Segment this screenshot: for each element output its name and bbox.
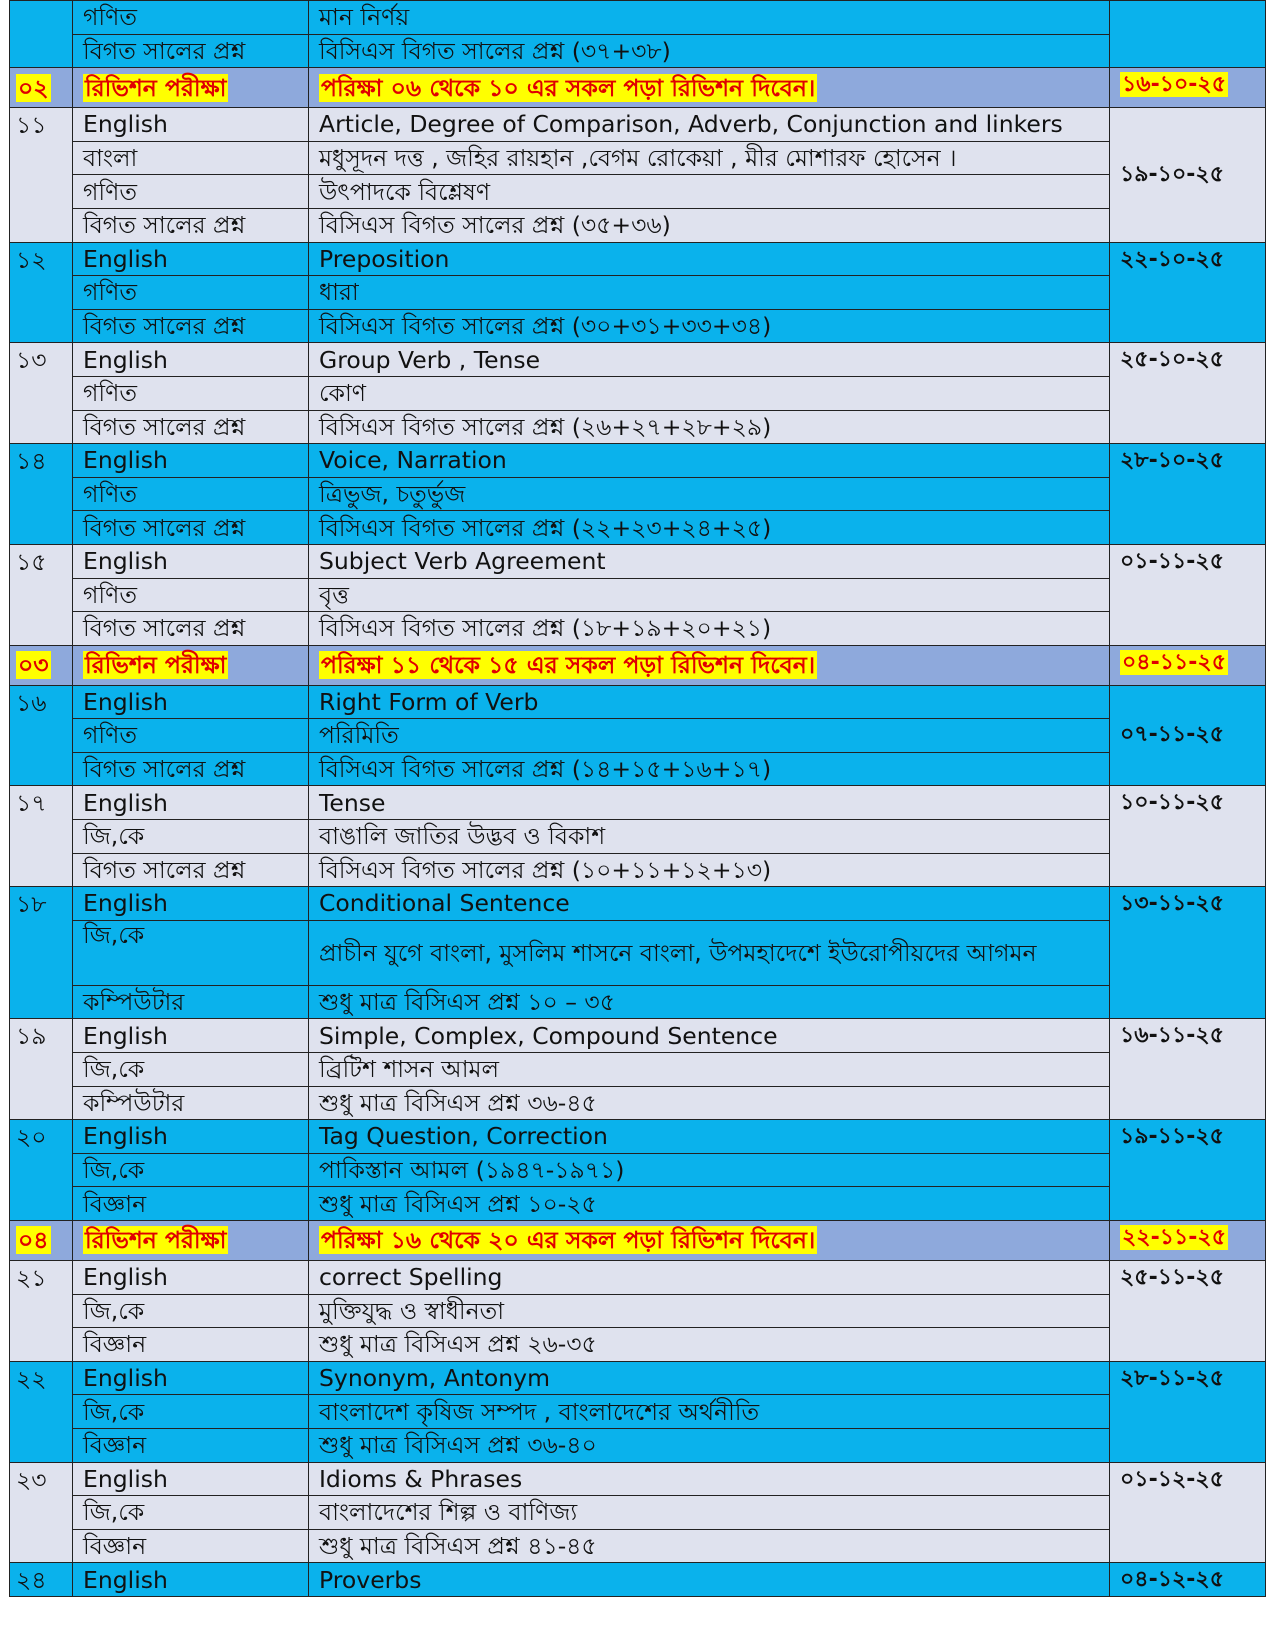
topic-cell: কোণ [309,376,1110,410]
revision-exam-row [10,68,1266,108]
topic-cell: correct Spelling [309,1261,1110,1295]
exam-date-cell: ২৫-১০-২৫ [1110,343,1266,444]
schedule-row [10,1053,1266,1087]
exam-number-cell: ২০ [10,1120,73,1221]
schedule-row [10,1529,1266,1563]
revision-topic-text: পরিক্ষা ১৬ থেকে ২০ এর সকল পড়া রিভিশন দিবেন। [321,1226,816,1255]
subject-cell: English [73,887,309,921]
subject-cell: বিগত সালের প্রশ্ন [73,853,309,887]
schedule-row [10,108,1266,142]
topic-cell: শুধু মাত্র বিসিএস প্রশ্ন ৩৬-৪০ [309,1428,1110,1462]
subject-cell: English [73,444,309,478]
exam-number-cell: ২১ [10,1261,73,1362]
schedule-row [10,612,1266,646]
topic-cell: শুধু মাত্র বিসিএস প্রশ্ন ৩৬-৪৫ [309,1086,1110,1120]
exam-number-cell: ১৪ [10,444,73,545]
exam-number-cell: ১১ [10,108,73,242]
exam-date-cell: ২২-১০-২৫ [1110,242,1266,343]
subject-cell: কম্পিউটার [73,985,309,1019]
exam-date-cell: ১৩-১১-২৫ [1110,887,1266,1019]
schedule-row [10,1563,1266,1597]
schedule-row [10,410,1266,444]
schedule-row [10,343,1266,377]
schedule-row [10,1294,1266,1328]
topic-cell: Synonym, Antonym [309,1361,1110,1395]
revision-date-text: ১৬-১০-২৫ [1122,72,1227,98]
subject-cell: বিজ্ঞান [73,1428,309,1462]
schedule-row [10,444,1266,478]
topic-cell: বিসিএস বিগত সালের প্রশ্ন (৩৫+৩৬) [309,208,1110,242]
subject-cell: কম্পিউটার [73,1086,309,1120]
exam-schedule-table [9,0,1266,1597]
subject-cell: বাংলা [73,141,309,175]
revision-date-cell [1110,645,1266,685]
schedule-row [10,1019,1266,1053]
schedule-row [10,1428,1266,1462]
subject-cell: English [73,544,309,578]
schedule-row [10,477,1266,511]
schedule-row [10,1,1266,35]
subject-cell: বিগত সালের প্রশ্ন [73,34,309,68]
subject-cell: English [73,1462,309,1496]
exam-date-cell: ০১-১১-২৫ [1110,544,1266,645]
subject-cell: গণিত [73,719,309,753]
schedule-row [10,175,1266,209]
subject-cell: জি,কে [73,920,309,985]
schedule-row [10,141,1266,175]
topic-cell: Right Form of Verb [309,685,1110,719]
subject-cell: বিজ্ঞান [73,1529,309,1563]
topic-cell: শুধু মাত্র বিসিএস প্রশ্ন ১০-২৫ [309,1187,1110,1221]
topic-cell: Article, Degree of Comparison, Adverb, Conjunction and linkers [309,108,1110,142]
schedule-row [10,1187,1266,1221]
topic-cell: Subject Verb Agreement [309,544,1110,578]
topic-cell: Simple, Complex, Compound Sentence [309,1019,1110,1053]
revision-subject-text: রিভিশন পরীক্ষা [85,73,227,102]
topic-cell: Preposition [309,242,1110,276]
subject-cell: বিগত সালের প্রশ্ন [73,612,309,646]
exam-date-cell: ০৭-১১-২৫ [1110,685,1266,786]
exam-number-cell: ১৩ [10,343,73,444]
topic-cell: Idioms & Phrases [309,1462,1110,1496]
topic-cell: বিসিএস বিগত সালের প্রশ্ন (১৮+১৯+২০+২১) [309,612,1110,646]
exam-number-cell: ১৯ [10,1019,73,1120]
topic-cell: মান নির্ণয় [309,1,1110,35]
schedule-row [10,786,1266,820]
topic-cell: শুধু মাত্র বিসিএস প্রশ্ন ১০ – ৩৫ [309,985,1110,1019]
subject-cell: গণিত [73,477,309,511]
revision-subject-cell [73,645,309,685]
revision-no-text: ০২ [18,73,49,102]
topic-cell: মধুসূদন দত্ত , জহির রায়হান ,বেগম রোকেয়া , মীর মোশারফ হোসেন । [309,141,1110,175]
topic-cell: বিসিএস বিগত সালের প্রশ্ন (৩৭+৩৮) [309,34,1110,68]
revision-exam-row [10,645,1266,685]
subject-cell: English [73,242,309,276]
exam-date-cell: ১০-১১-২৫ [1110,786,1266,887]
subject-cell: English [73,685,309,719]
subject-cell: গণিত [73,1,309,35]
schedule-row [10,1153,1266,1187]
schedule-row [10,1086,1266,1120]
schedule-row [10,1261,1266,1295]
topic-cell: পাকিস্তান আমল (১৯৪৭-১৯৭১) [309,1153,1110,1187]
schedule-row [10,1462,1266,1496]
topic-cell: Conditional Sentence [309,887,1110,921]
topic-cell: বাঙালি জাতির উদ্ভব ও বিকাশ [309,820,1110,854]
revision-no-text: ০৩ [18,651,49,680]
subject-cell: English [73,1261,309,1295]
exam-date-cell: ১৬-১১-২৫ [1110,1019,1266,1120]
topic-cell: বিসিএস বিগত সালের প্রশ্ন (২৬+২৭+২৮+২৯) [309,410,1110,444]
revision-exam-row [10,1221,1266,1261]
exam-number-cell: ১৬ [10,685,73,786]
schedule-row [10,376,1266,410]
subject-cell: গণিত [73,578,309,612]
schedule-row [10,853,1266,887]
exam-number-cell [10,1,73,68]
subject-cell: English [73,1120,309,1154]
exam-date-cell: ১৯-১০-২৫ [1110,108,1266,242]
schedule-row [10,276,1266,310]
exam-date-cell [1110,1,1266,68]
topic-cell: Tag Question, Correction [309,1120,1110,1154]
subject-cell: জি,কে [73,820,309,854]
topic-cell: বিসিএস বিগত সালের প্রশ্ন (১০+১১+১২+১৩) [309,853,1110,887]
subject-cell: গণিত [73,376,309,410]
subject-cell: জি,কে [73,1395,309,1429]
topic-cell: বিসিএস বিগত সালের প্রশ্ন (১৪+১৫+১৬+১৭) [309,752,1110,786]
topic-cell: প্রাচীন যুগে বাংলা, মুসলিম শাসনে বাংলা, উপমহাদেশে ইউরোপীয়দের আগমন [309,920,1110,985]
revision-no-text: ০৪ [18,1226,49,1255]
subject-cell: English [73,1019,309,1053]
revision-subject-cell [73,68,309,108]
schedule-row [10,578,1266,612]
schedule-row [10,34,1266,68]
topic-cell: Tense [309,786,1110,820]
exam-number-cell: ২৪ [10,1563,73,1597]
subject-cell: জি,কে [73,1496,309,1530]
schedule-row [10,511,1266,545]
subject-cell: বিগত সালের প্রশ্ন [73,208,309,242]
subject-cell: English [73,1361,309,1395]
topic-cell: ব্রিটিশ শাসন আমল [309,1053,1110,1087]
subject-cell: বিগত সালের প্রশ্ন [73,752,309,786]
exam-number-cell: ২৩ [10,1462,73,1563]
subject-cell: গণিত [73,276,309,310]
revision-topic-cell [309,645,1110,685]
exam-date-cell: ১৯-১১-২৫ [1110,1120,1266,1221]
exam-number-cell: ১৮ [10,887,73,1019]
subject-cell: English [73,343,309,377]
schedule-row [10,1328,1266,1362]
subject-cell: বিগত সালের প্রশ্ন [73,410,309,444]
revision-subject-cell [73,1221,309,1261]
topic-cell: শুধু মাত্র বিসিএস প্রশ্ন ২৬-৩৫ [309,1328,1110,1362]
exam-number-cell: ১৭ [10,786,73,887]
revision-date-cell [1110,1221,1266,1261]
subject-cell: English [73,108,309,142]
topic-cell: পরিমিতি [309,719,1110,753]
schedule-row [10,544,1266,578]
subject-cell: বিগত সালের প্রশ্ন [73,309,309,343]
exam-number-cell: ১২ [10,242,73,343]
schedule-row [10,1395,1266,1429]
revision-topic-text: পরিক্ষা ০৬ থেকে ১০ এর সকল পড়া রিভিশন দিবেন। [321,73,816,102]
revision-no-cell [10,1221,73,1261]
topic-cell: বিসিএস বিগত সালের প্রশ্ন (৩০+৩১+৩৩+৩৪) [309,309,1110,343]
revision-no-cell [10,68,73,108]
schedule-row [10,1120,1266,1154]
schedule-row [10,719,1266,753]
subject-cell: English [73,1563,309,1597]
exam-date-cell: ২৮-১১-২৫ [1110,1361,1266,1462]
exam-number-cell: ১৫ [10,544,73,645]
schedule-row [10,208,1266,242]
exam-date-cell: ০৪-১২-২৫ [1110,1563,1266,1597]
topic-cell: বৃত্ত [309,578,1110,612]
schedule-row [10,309,1266,343]
revision-date-cell [1110,68,1266,108]
revision-subject-text: রিভিশন পরীক্ষা [85,651,227,680]
topic-cell: মুক্তিযুদ্ধ ও স্বাধীনতা [309,1294,1110,1328]
schedule-row [10,920,1266,985]
schedule-row [10,685,1266,719]
subject-cell: English [73,786,309,820]
schedule-row [10,887,1266,921]
revision-topic-cell [309,68,1110,108]
exam-date-cell: ২৮-১০-২৫ [1110,444,1266,545]
schedule-row [10,1496,1266,1530]
topic-cell: বাংলাদেশ কৃষিজ সম্পদ , বাংলাদেশের অর্থনীতি [309,1395,1110,1429]
schedule-row [10,1361,1266,1395]
topic-cell: ধারা [309,276,1110,310]
schedule-row [10,242,1266,276]
topic-cell: Proverbs [309,1563,1110,1597]
topic-cell: Group Verb , Tense [309,343,1110,377]
topic-cell: বাংলাদেশের শিল্প ও বাণিজ্য [309,1496,1110,1530]
subject-cell: জি,কে [73,1153,309,1187]
exam-date-cell: ২৫-১১-২৫ [1110,1261,1266,1362]
topic-cell: শুধু মাত্র বিসিএস প্রশ্ন ৪১-৪৫ [309,1529,1110,1563]
schedule-row [10,985,1266,1019]
schedule-row [10,820,1266,854]
subject-cell: জি,কে [73,1053,309,1087]
subject-cell: গণিত [73,175,309,209]
revision-date-text: ০৪-১১-২৫ [1122,649,1226,675]
subject-cell: বিজ্ঞান [73,1187,309,1221]
revision-subject-text: রিভিশন পরীক্ষা [85,1226,227,1255]
revision-topic-cell [309,1221,1110,1261]
topic-cell: Voice, Narration [309,444,1110,478]
subject-cell: বিগত সালের প্রশ্ন [73,511,309,545]
topic-cell: ত্রিভুজ, চতুর্ভুজ [309,477,1110,511]
revision-no-cell [10,645,73,685]
subject-cell: জি,কে [73,1294,309,1328]
topic-cell: বিসিএস বিগত সালের প্রশ্ন (২২+২৩+২৪+২৫) [309,511,1110,545]
revision-date-text: ২২-১১-২৫ [1122,1225,1227,1250]
topic-cell: উৎপাদকে বিশ্লেষণ [309,175,1110,209]
exam-number-cell: ২২ [10,1361,73,1462]
subject-cell: বিজ্ঞান [73,1328,309,1362]
exam-date-cell: ০১-১২-২৫ [1110,1462,1266,1563]
revision-topic-text: পরিক্ষা ১১ থেকে ১৫ এর সকল পড়া রিভিশন দিবেন। [321,651,816,680]
schedule-row [10,752,1266,786]
